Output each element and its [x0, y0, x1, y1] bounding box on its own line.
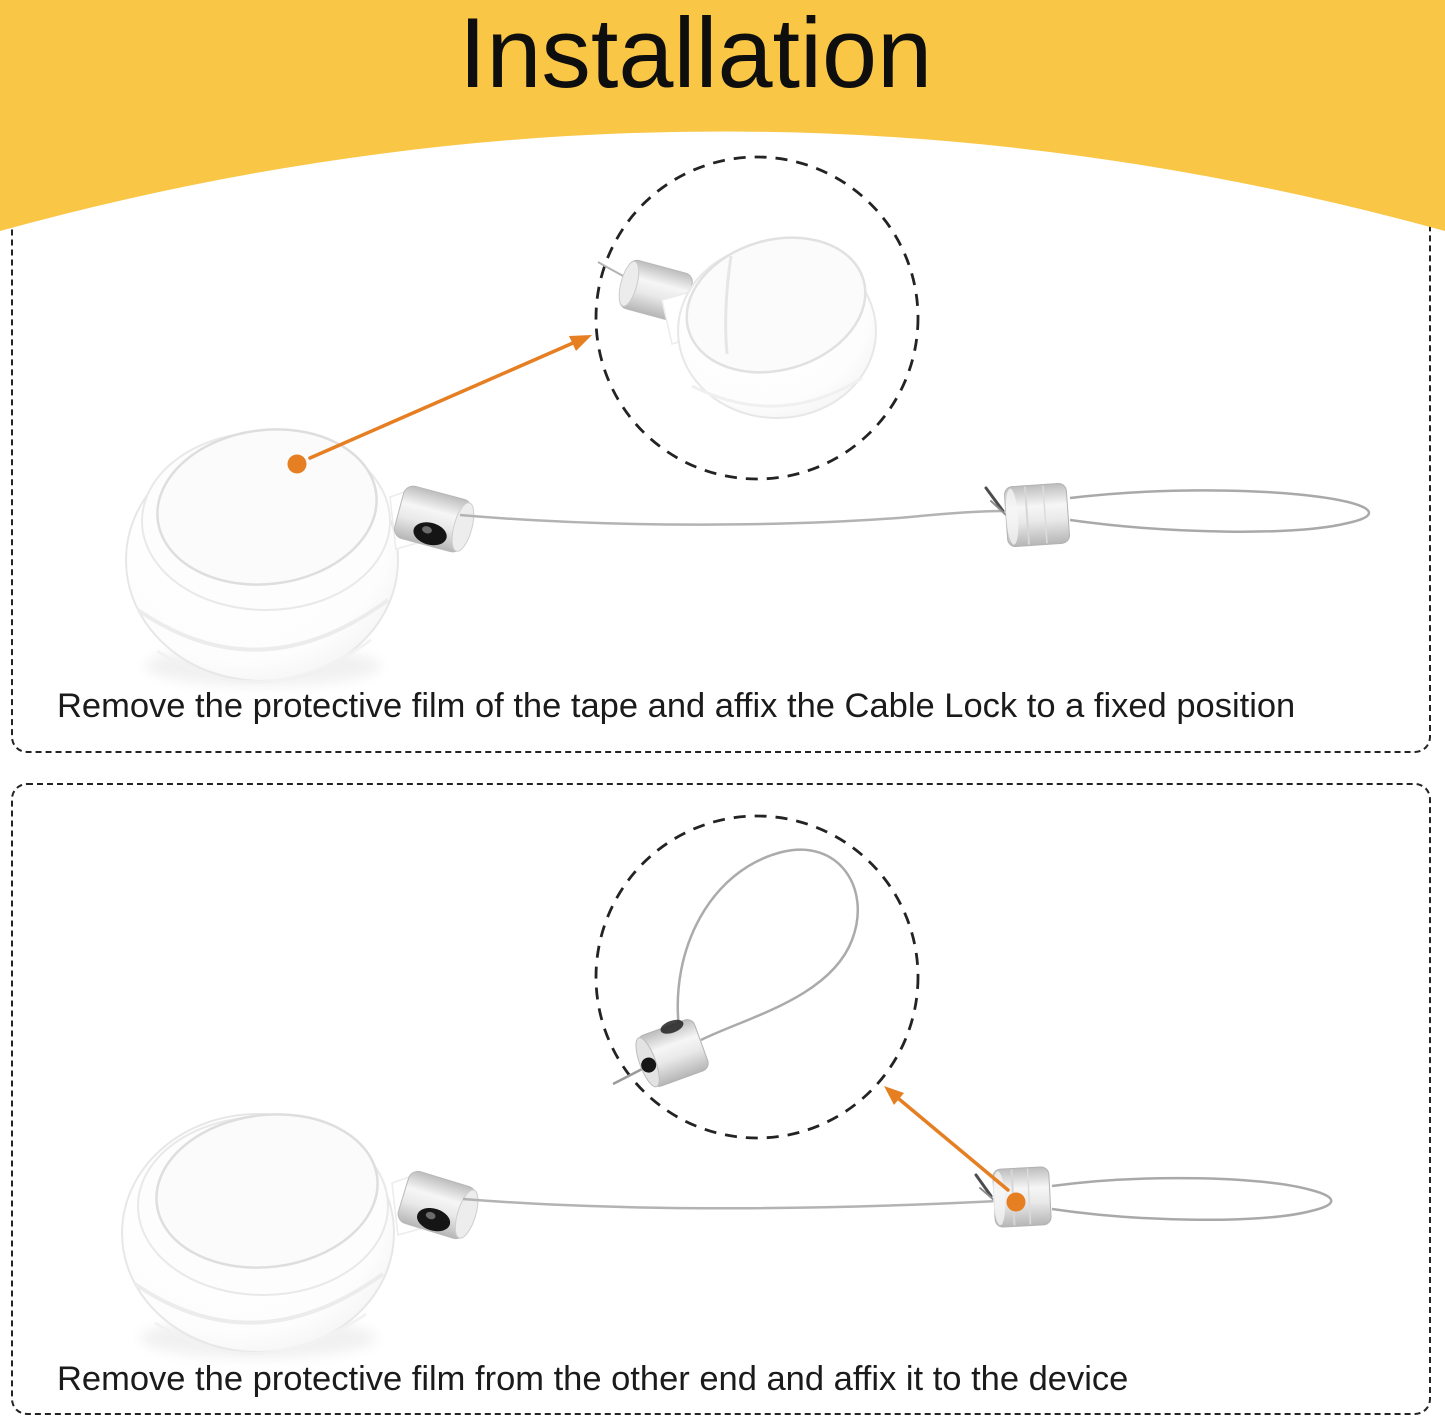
- page-title: Installation: [458, 0, 933, 108]
- step-1-caption: Remove the protective film of the tape and affix the Cable Lock to a fixed position: [57, 687, 1296, 725]
- title-banner: [0, 0, 1445, 236]
- step-2-caption: Remove the protective film from the other end and affix it to the device: [57, 1360, 1129, 1398]
- step-2-panel: [11, 783, 1431, 1415]
